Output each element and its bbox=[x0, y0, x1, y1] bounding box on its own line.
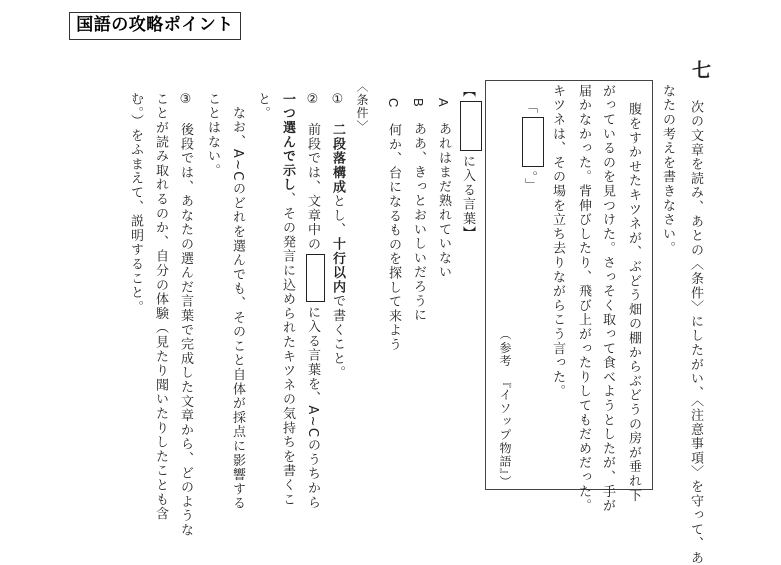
condition-text: 後段では、あなたの選んだ言葉で完成した文章から、どのような bbox=[178, 122, 193, 538]
passage-line: 届かなかった。背伸びしたり、飛び上がったりしてもだめだった。 bbox=[576, 84, 591, 513]
bracket-open: 【 bbox=[460, 84, 475, 99]
condition-mark: ① bbox=[330, 92, 345, 109]
instruction-line-2: なたの考えを書きなさい。 bbox=[660, 84, 675, 256]
condition-3-line: ことが読み取れるのか、自分の体験（見たり聞いたりしたことも含 bbox=[153, 92, 168, 521]
heading-blank bbox=[460, 101, 482, 151]
passage-source: （参考 『イソップ物語』） bbox=[498, 328, 512, 489]
bold-text: 一つ選んで示し bbox=[280, 92, 295, 193]
condition-3 bbox=[176, 92, 194, 537]
passage-line: がっているのを見つけた。さっそく取って食べようとしたが、手が bbox=[600, 84, 615, 513]
quote-open: 「 bbox=[522, 100, 537, 115]
instruction-line-1: 次の文章を読み、あとの〈条件〉にしたがい、〈注意事項〉を守って、あ bbox=[688, 100, 703, 565]
passage-line: キツネは、その場を立ち去りながらこう言った。 bbox=[550, 84, 565, 399]
option-label: B bbox=[411, 98, 426, 108]
option-text: あれはまだ熟れていない bbox=[436, 122, 451, 280]
quote-blank bbox=[522, 117, 544, 167]
options-heading bbox=[458, 84, 482, 240]
passage-quote bbox=[520, 100, 544, 192]
condition-mark: ③ bbox=[178, 92, 193, 109]
condition-1 bbox=[328, 92, 346, 380]
condition-2-line: と。 bbox=[255, 92, 270, 121]
option-label: A bbox=[436, 98, 451, 108]
heading-text: に入る言葉】 bbox=[460, 154, 475, 241]
condition-2-line bbox=[278, 92, 296, 507]
conditions-heading: 〈条件〉 bbox=[355, 80, 369, 134]
bold-text: 十行以内 bbox=[330, 237, 345, 295]
condition-text: に入る言葉を、A~Cのうちから bbox=[305, 305, 320, 510]
option-c bbox=[384, 98, 402, 352]
option-label: C bbox=[386, 98, 401, 109]
condition-2-line: なお、A~Cのどれを選んでも、そのこと自体が採点に影響する bbox=[230, 106, 245, 511]
option-text: 何か、台になるものを探して来よう bbox=[386, 123, 401, 352]
condition-text: で書くこと。 bbox=[330, 294, 345, 381]
condition-2 bbox=[303, 92, 325, 510]
condition-blank bbox=[306, 254, 325, 302]
passage-line: 腹をすかせたキツネが、ぶどう畑の棚からぶどうの房が垂れ下 bbox=[626, 88, 641, 503]
condition-2-line: ことはない。 bbox=[205, 92, 220, 178]
question-number: 七 bbox=[689, 60, 711, 79]
bold-text: 二段落構成 bbox=[330, 122, 345, 195]
condition-3-line: む。）をふまえて、説明すること。 bbox=[128, 92, 143, 315]
option-text: ああ、きっとおいしいだろうに bbox=[411, 122, 426, 323]
page-title: 国語の攻略ポイント bbox=[69, 12, 241, 40]
condition-text: 前段では、文章中の bbox=[305, 122, 320, 252]
quote-close: 。」 bbox=[522, 170, 537, 193]
condition-text: とし、 bbox=[330, 194, 345, 238]
condition-mark: ② bbox=[305, 92, 320, 109]
option-a bbox=[434, 98, 452, 280]
option-b bbox=[409, 98, 427, 323]
condition-text: 、その発言に込められたキツネの気持ちを書くこ bbox=[280, 192, 295, 507]
